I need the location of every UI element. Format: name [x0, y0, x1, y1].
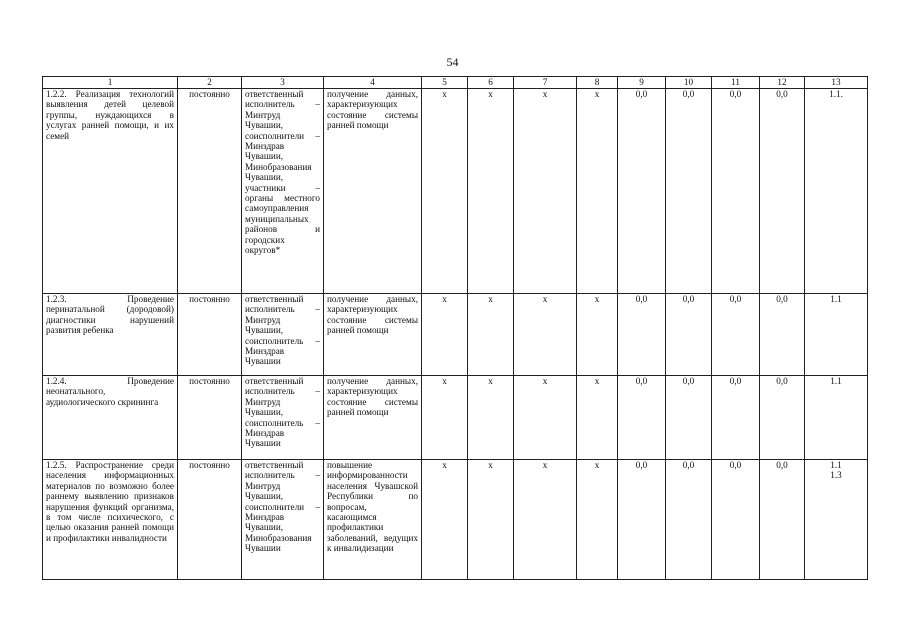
- activity-cell: 1.2.4. Проведение неонатального, аудиологического скрининга: [43, 376, 178, 460]
- header-cell: 6: [468, 77, 514, 89]
- header-cell: 13: [805, 77, 868, 89]
- indicator-ref: 1.3: [830, 470, 842, 481]
- header-cell: 1: [43, 77, 178, 89]
- header-cell: 9: [618, 77, 666, 89]
- indicator-cell: [805, 460, 868, 580]
- indicator-cell: [805, 376, 868, 460]
- indicator-ref: 1.1: [830, 376, 842, 386]
- value-cell: 0,0: [618, 89, 666, 294]
- value-cell: x: [468, 376, 514, 460]
- value-cell: x: [422, 460, 468, 580]
- value-cell: x: [422, 376, 468, 460]
- term-cell: постоянно: [178, 294, 242, 376]
- header-cell: 5: [422, 77, 468, 89]
- value-cell: 0,0: [712, 89, 760, 294]
- term-cell: постоянно: [178, 89, 242, 294]
- value-cell: x: [577, 294, 618, 376]
- indicator-ref: 1.1: [830, 460, 842, 470]
- header-cell: 2: [178, 77, 242, 89]
- value-cell: 0,0: [712, 294, 760, 376]
- value-cell: 0,0: [666, 89, 712, 294]
- header-cell: 7: [514, 77, 577, 89]
- header-cell: 12: [760, 77, 805, 89]
- value-cell: x: [514, 460, 577, 580]
- result-cell: повышение информированности населения Чувашской Республики по вопросам, касающимся профилактики заболеваний, ведущих к инвалидизации: [324, 460, 422, 580]
- value-cell: x: [577, 460, 618, 580]
- indicator-cell: [805, 294, 868, 376]
- value-cell: 0,0: [618, 376, 666, 460]
- value-cell: x: [468, 89, 514, 294]
- term-cell: постоянно: [178, 460, 242, 580]
- activity-cell: 1.2.5. Распространение среди населения информационных материалов по возможно более раннему выявлению признаков нарушения функций организма, в том числе психического, с целью оказания ранней помощи и профилактики инвалидности: [43, 460, 178, 580]
- page-number: 54: [446, 55, 459, 69]
- header-cell: 3: [242, 77, 324, 89]
- result-cell: получение данных, характеризующих состояние системы ранней помощи: [324, 89, 422, 294]
- value-cell: x: [514, 294, 577, 376]
- indicator-ref: 1.1: [830, 294, 842, 304]
- activity-cell: 1.2.3. Проведение перинатальной (дородовой) диагностики нарушений развития ребенка: [43, 294, 178, 376]
- value-cell: 0,0: [760, 89, 805, 294]
- term-cell: постоянно: [178, 376, 242, 460]
- activity-cell: 1.2.2. Реализация технологий выявления детей целевой группы, нуждающихся в услугах ранней помощи, и их семей: [43, 89, 178, 294]
- value-cell: x: [514, 89, 577, 294]
- value-cell: x: [422, 294, 468, 376]
- table-row: [43, 460, 868, 580]
- value-cell: 0,0: [760, 460, 805, 580]
- executors-cell: ответственный исполнитель – Минтруд Чувашии, соисполнитель – Минздрав Чувашии: [242, 376, 324, 460]
- executors-cell: ответственный исполнитель – Минтруд Чувашии, соисполнитель – Минздрав Чувашии: [242, 294, 324, 376]
- value-cell: x: [468, 294, 514, 376]
- header-cell: 11: [712, 77, 760, 89]
- value-cell: 0,0: [666, 294, 712, 376]
- value-cell: 0,0: [618, 294, 666, 376]
- result-cell: получение данных, характеризующих состояние системы ранней помощи: [324, 294, 422, 376]
- table-row: [43, 294, 868, 376]
- executors-cell: ответственный исполнитель – Минтруд Чувашии, соисполнители – Минздрав Чувашии, Минобразования Чувашии, участники – органы местного самоуправления муниципальных районов и городских округов*: [242, 89, 324, 294]
- value-cell: 0,0: [618, 460, 666, 580]
- executors-cell: ответственный исполнитель – Минтруд Чувашии, соисполнители – Минздрав Чувашии, Минобразования Чувашии: [242, 460, 324, 580]
- value-cell: x: [514, 376, 577, 460]
- value-cell: 0,0: [666, 376, 712, 460]
- header-cell: 8: [577, 77, 618, 89]
- header-cell: 4: [324, 77, 422, 89]
- program-table: [42, 76, 868, 580]
- value-cell: 0,0: [760, 376, 805, 460]
- value-cell: 0,0: [760, 294, 805, 376]
- indicator-cell: [805, 89, 868, 294]
- indicator-ref: 1.1.: [829, 89, 843, 99]
- value-cell: x: [577, 89, 618, 294]
- value-cell: x: [422, 89, 468, 294]
- table-row: [43, 376, 868, 460]
- value-cell: x: [577, 376, 618, 460]
- table-row: [43, 89, 868, 294]
- value-cell: 0,0: [712, 460, 760, 580]
- header-cell: 10: [666, 77, 712, 89]
- value-cell: 0,0: [712, 376, 760, 460]
- value-cell: x: [468, 460, 514, 580]
- value-cell: 0,0: [666, 460, 712, 580]
- result-cell: получение данных, характеризующих состояние системы ранней помощи: [324, 376, 422, 460]
- header-row: [43, 77, 868, 89]
